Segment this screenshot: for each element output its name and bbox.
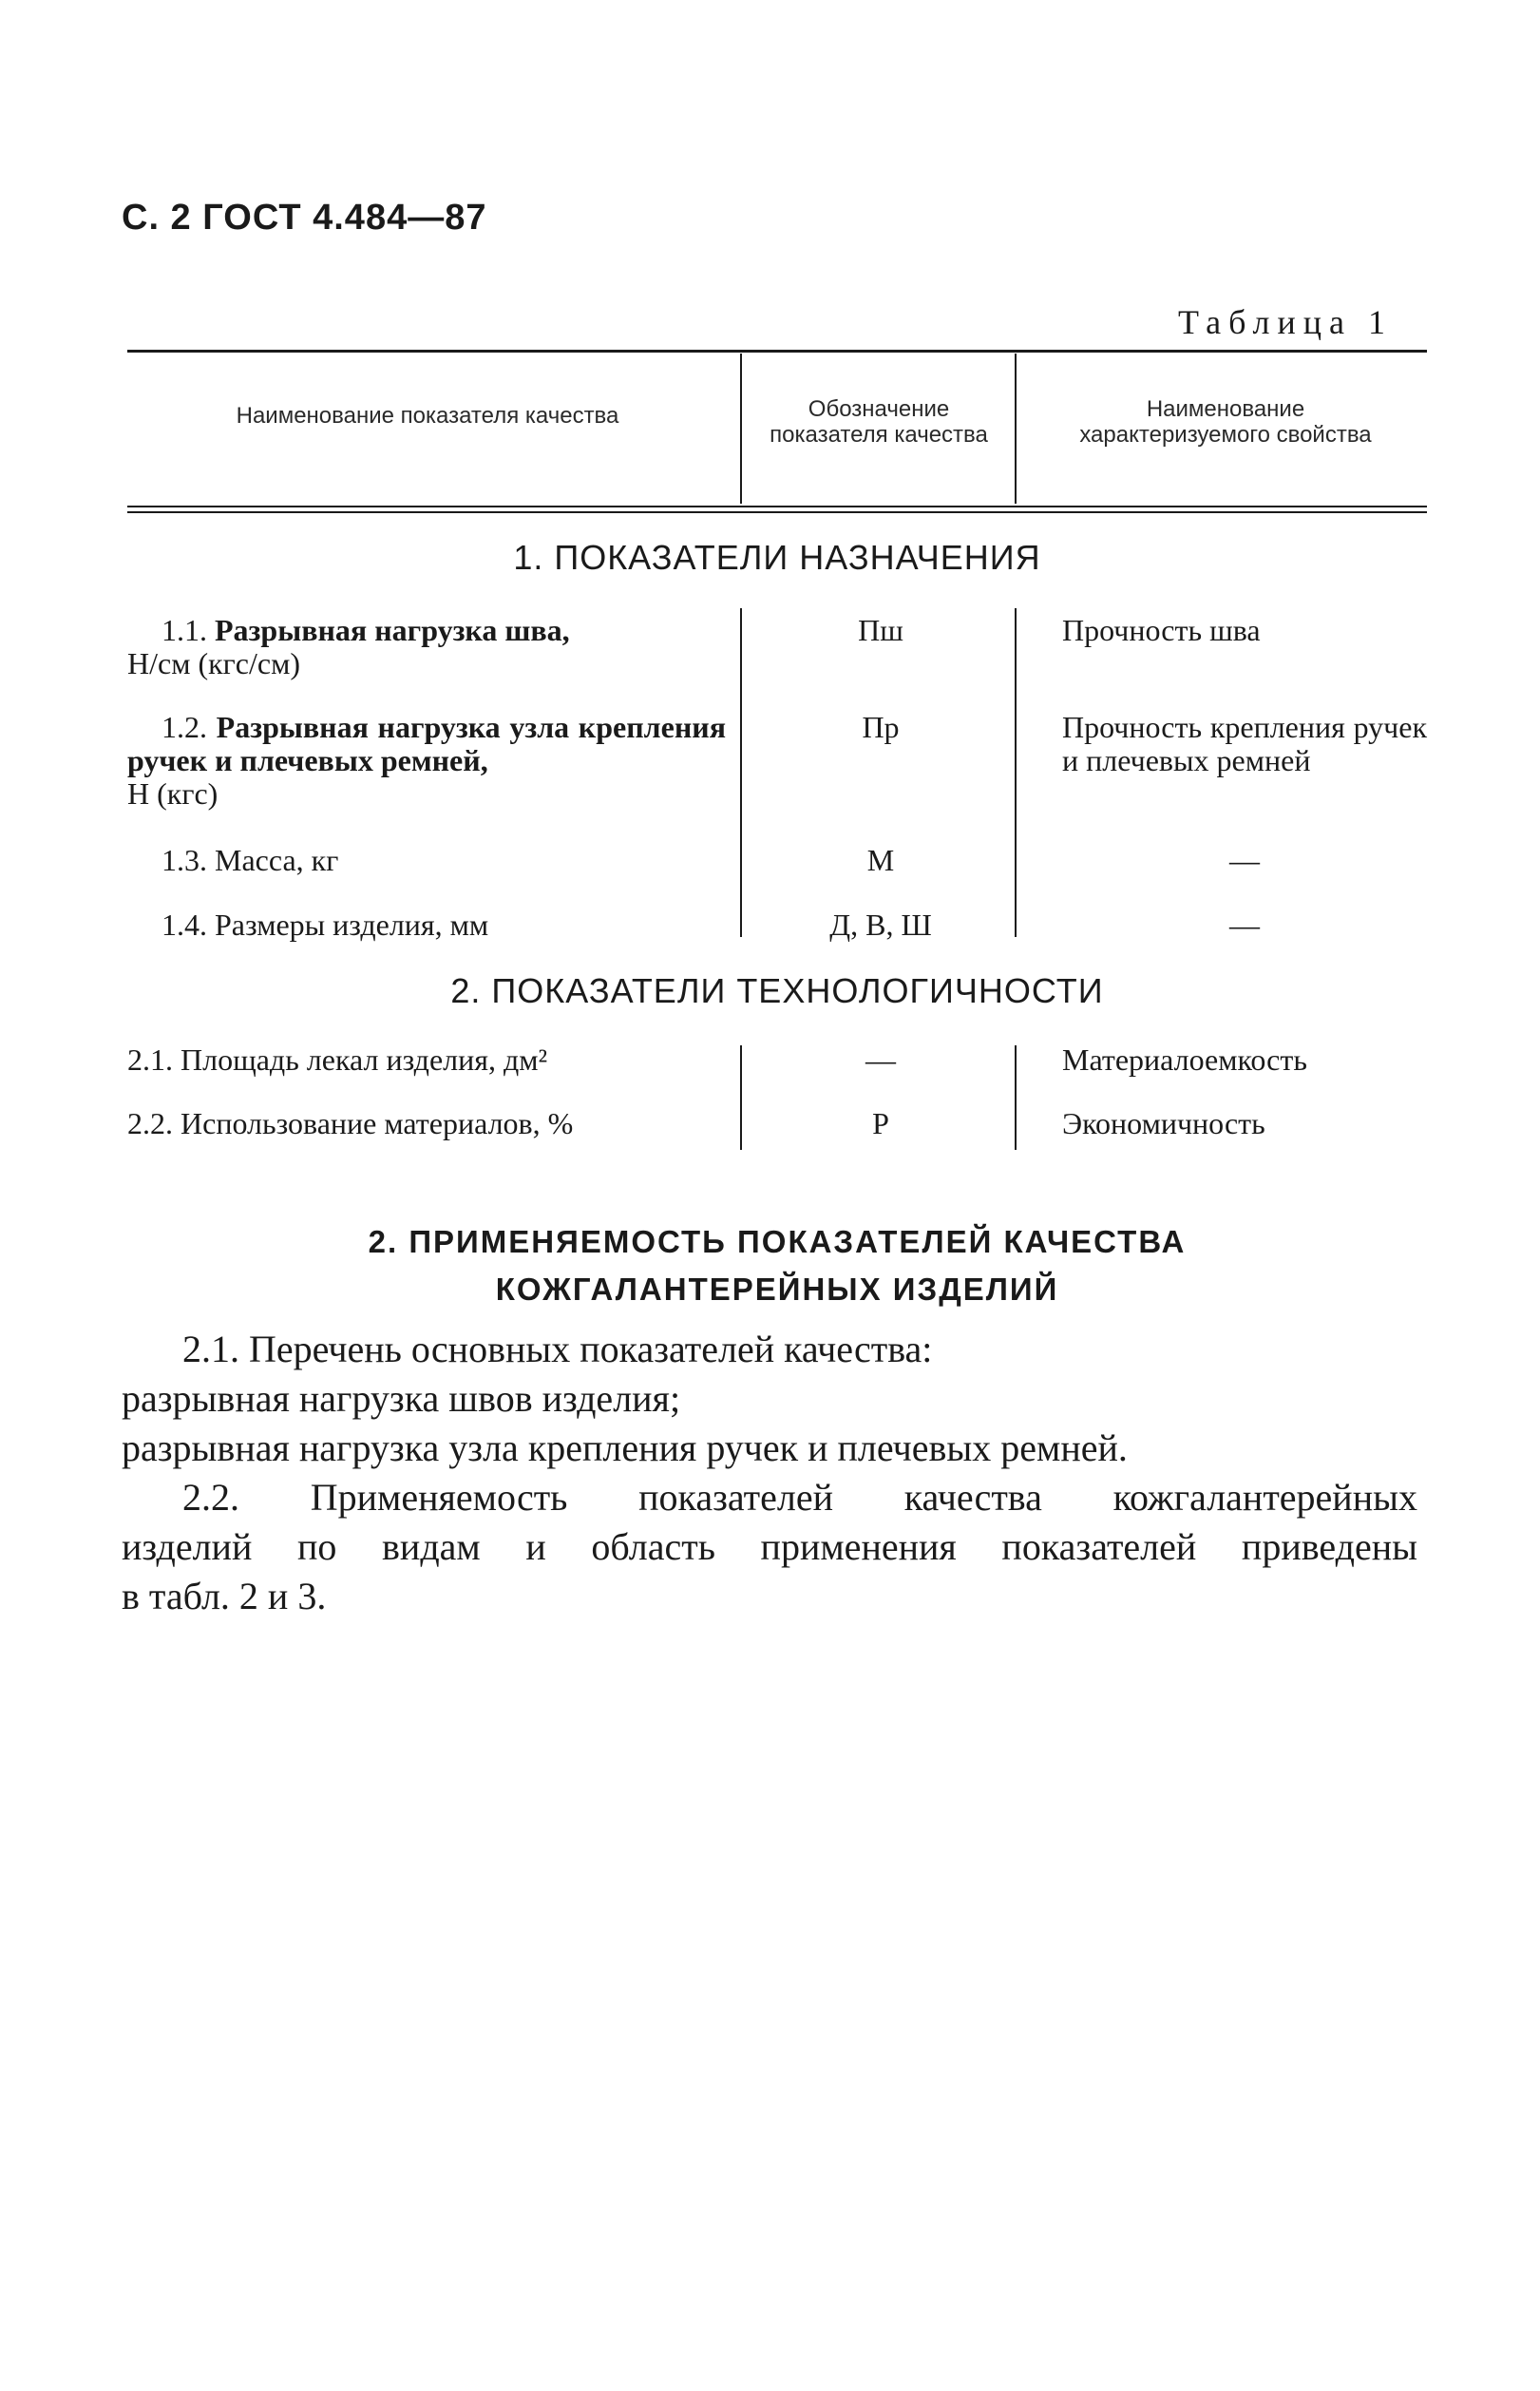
- table-row-property: —: [1229, 843, 1260, 877]
- table-row-property: Прочность шва: [1062, 613, 1261, 647]
- header-bottom-rule-1: [127, 506, 1427, 507]
- paragraph: 2.2. Применяемость показателей качества кожгалантерейных: [182, 1476, 1417, 1519]
- header-divider-1: [740, 354, 742, 504]
- table-row-name: 2.1. Площадь лекал изделия, дм²: [127, 1042, 548, 1077]
- body-divider-3: [740, 1045, 742, 1150]
- table-row-symbol: М: [866, 843, 895, 877]
- table-row-name: 2.2. Использование материалов, %: [127, 1106, 574, 1140]
- paragraph: 2.1. Перечень основных показателей качества:: [182, 1328, 933, 1370]
- section-body: [122, 1325, 1417, 1621]
- table-top-rule: [127, 350, 1427, 353]
- table-row-property: Материалоемкость: [1062, 1042, 1307, 1077]
- page-header: С. 2 ГОСТ 4.484—87: [122, 198, 487, 238]
- table-row-symbol: Пр: [862, 710, 900, 744]
- column-header-property: Наименование характеризуемого свойства: [1079, 396, 1372, 448]
- body-divider-1: [740, 608, 742, 937]
- section-heading: 2. ПРИМЕНЯЕМОСТЬ ПОКАЗАТЕЛЕЙ КАЧЕСТВА КОЖГАЛАНТЕРЕЙНЫХ ИЗДЕЛИЙ: [368, 1224, 1187, 1307]
- table-row-symbol: Пш: [858, 613, 903, 647]
- table-row-name: 1.1. Разрывная нагрузка шва, Н/см (кгс/см): [127, 613, 570, 680]
- column-header-symbol: Обозначение показателя качества: [770, 396, 988, 448]
- table-row-name: 1.3. Масса, кг: [162, 843, 339, 877]
- table-row-symbol: —: [865, 1042, 896, 1077]
- table-caption: Таблица 1: [1178, 303, 1393, 341]
- column-header-name: Наименование показателя качества: [236, 403, 619, 429]
- table-section-title: 2. ПОКАЗАТЕЛИ ТЕХНОЛОГИЧНОСТИ: [450, 971, 1104, 1010]
- table-row-name: 1.4. Размеры изделия, мм: [162, 908, 489, 942]
- paragraph: разрывная нагрузка швов изделия;: [122, 1377, 681, 1420]
- body-divider-2: [1015, 608, 1017, 937]
- table-row-symbol: Р: [872, 1106, 889, 1140]
- paragraph: изделий по видам и область применения показателей приведены: [122, 1525, 1417, 1568]
- table-row-symbol: Д, В, Ш: [829, 908, 932, 942]
- table-row-property: Экономичность: [1062, 1106, 1265, 1140]
- table-row-name: 1.2. Разрывная нагрузка узла крепления ручек и плечевых ремней, Н (кгс): [127, 710, 727, 811]
- header-bottom-rule-2: [127, 511, 1427, 513]
- header-divider-2: [1015, 354, 1017, 504]
- table-row-property: Прочность крепления ручек и плечевых ремней: [1062, 710, 1427, 777]
- paragraph: разрывная нагрузка узла крепления ручек и плечевых ремней.: [122, 1426, 1128, 1469]
- paragraph: в табл. 2 и 3.: [122, 1575, 327, 1617]
- table-section-title: 1. ПОКАЗАТЕЛИ НАЗНАЧЕНИЯ: [513, 538, 1041, 577]
- table-row-property: —: [1229, 908, 1260, 942]
